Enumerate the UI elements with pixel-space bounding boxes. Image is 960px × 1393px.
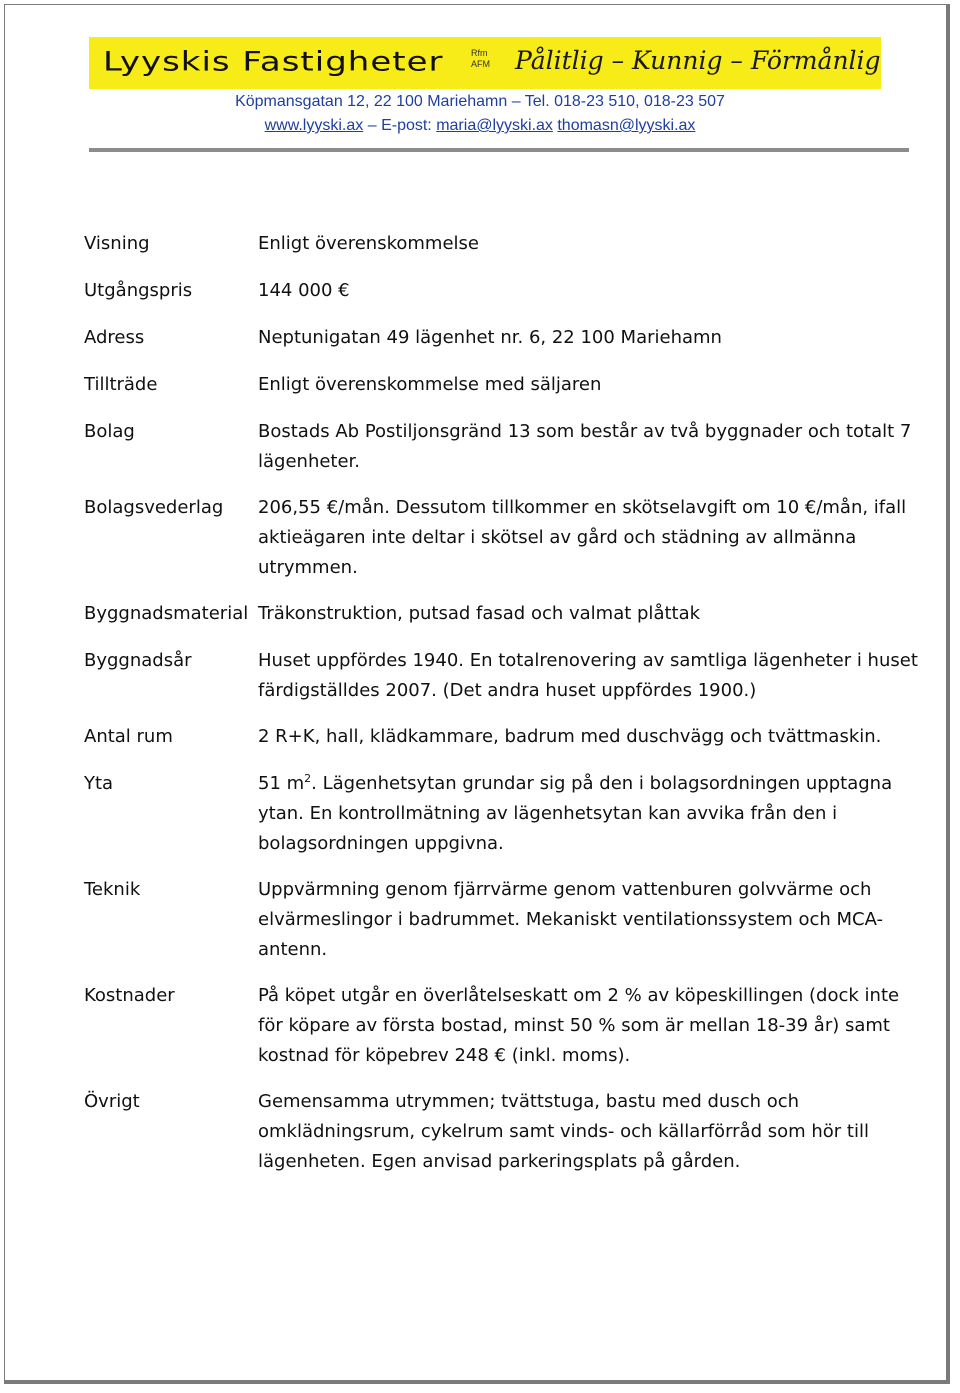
value-byggnadsmaterial [258,599,888,629]
header-divider [89,148,909,152]
email-link-thomasn[interactable]: thomasn@lyyski.ax [557,117,696,134]
label-ovrigt: Övrigt [84,1091,140,1112]
value-line: elvärmeslingor i badrummet. Mekaniskt ventilationssystem och MCA- [258,909,884,930]
value-tilltrade [258,370,888,400]
value-antal-rum [258,722,888,752]
value-line: lägenheten. Egen anvisad parkeringsplats på gården. [258,1151,741,1172]
value-line: 206,55 €/mån. Dessutom tillkommer en skötselavgift om 10 €/mån, ifall [258,497,907,518]
value-kostnader [258,981,900,1071]
value-yta [258,769,893,859]
value-line: kostnad för köpebrev 248 € (inkl. moms). [258,1045,631,1066]
value-byggnadsar [258,646,918,706]
address-line: Köpmansgatan 12, 22 100 Mariehamn – Tel. 018-23 510, 018-23 507 [235,93,725,110]
company-slogan: Pålitlig – Kunnig – Förmånlig [515,46,881,75]
label-visning: Visning [84,233,150,254]
value-line: Huset uppfördes 1940. En totalrenovering av samtliga lägenheter i huset [258,650,918,671]
value-line: 144 000 € [258,280,350,301]
value-line: färdigställdes 2007. (Det andra huset uppfördes 1900.) [258,680,757,701]
email-link-maria[interactable]: maria@lyyski.ax [436,117,553,134]
rfm-afm-mark: Rfm AFM [471,48,490,69]
value-line: bolagsordningen uppgivna. [258,833,504,854]
value-line [258,769,893,799]
area-superscript: 2 [304,772,312,785]
label-bolag: Bolag [84,421,135,442]
value-line: aktieägaren inte deltar i skötsel av gård och städning av allmänna [258,527,857,548]
label-teknik: Teknik [84,879,141,900]
web-email-line [0,117,960,135]
value-ovrigt [258,1087,888,1177]
label-kostnader: Kostnader [84,985,175,1006]
company-banner [89,37,881,89]
value-line: Neptunigatan 49 lägenhet nr. 6, 22 100 Mariehamn [258,327,722,348]
label-adress: Adress [84,327,145,348]
value-line: Enligt överenskommelse [258,233,479,254]
value-line: ytan. En kontrollmätning av lägenhetsytan kan avvika från den i [258,803,838,824]
label-byggnadsar: Byggnadsår [84,650,192,671]
value-utgangspris [258,276,888,306]
label-yta: Yta [84,773,114,794]
value-line: Gemensamma utrymmen; tvättstuga, bastu med dusch och [258,1091,800,1112]
website-link[interactable]: www.lyyski.ax [264,117,364,134]
value-line: lägenheter. [258,451,361,472]
value-visning [258,229,888,259]
company-logo: Lyyskis Fastigheter [103,46,444,78]
area-value: 51 m [258,773,305,794]
value-line: utrymmen. [258,557,358,578]
value-line: omklädningsrum, cykelrum samt vinds- och källarförråd som hör till [258,1121,869,1142]
value-line: antenn. [258,939,328,960]
value-line: Träkonstruktion, putsad fasad och valmat plåttak [258,603,701,624]
value-line: På köpet utgår en överlåtelseskatt om 2 % av köpeskillingen (dock inte [258,985,900,1006]
value-adress [258,323,888,353]
area-text: . Lägenhetsytan grundar sig på den i bolagsordningen upptagna [311,773,893,794]
value-bolag [258,417,912,477]
label-tilltrade: Tillträde [84,374,158,395]
value-line: Bostads Ab Postiljonsgränd 13 som består av två byggnader och totalt 7 [258,421,912,442]
value-line: 2 R+K, hall, klädkammare, badrum med duschvägg och tvättmaskin. [258,726,882,747]
email-label: – E-post: [367,117,432,134]
value-line: Enligt överenskommelse med säljaren [258,374,602,395]
value-line: Uppvärmning genom fjärrvärme genom vattenburen golvvärme och [258,879,872,900]
value-bolagsvederlag [258,493,907,583]
label-antal-rum: Antal rum [84,726,173,747]
label-byggnadsmaterial: Byggnadsmaterial [84,603,249,624]
value-teknik [258,875,888,965]
label-bolagsvederlag: Bolagsvederlag [84,497,224,518]
value-line: för köpare av första bostad, minst 50 % som är mellan 18-39 år) samt [258,1015,890,1036]
label-utgangspris: Utgångspris [84,280,193,301]
